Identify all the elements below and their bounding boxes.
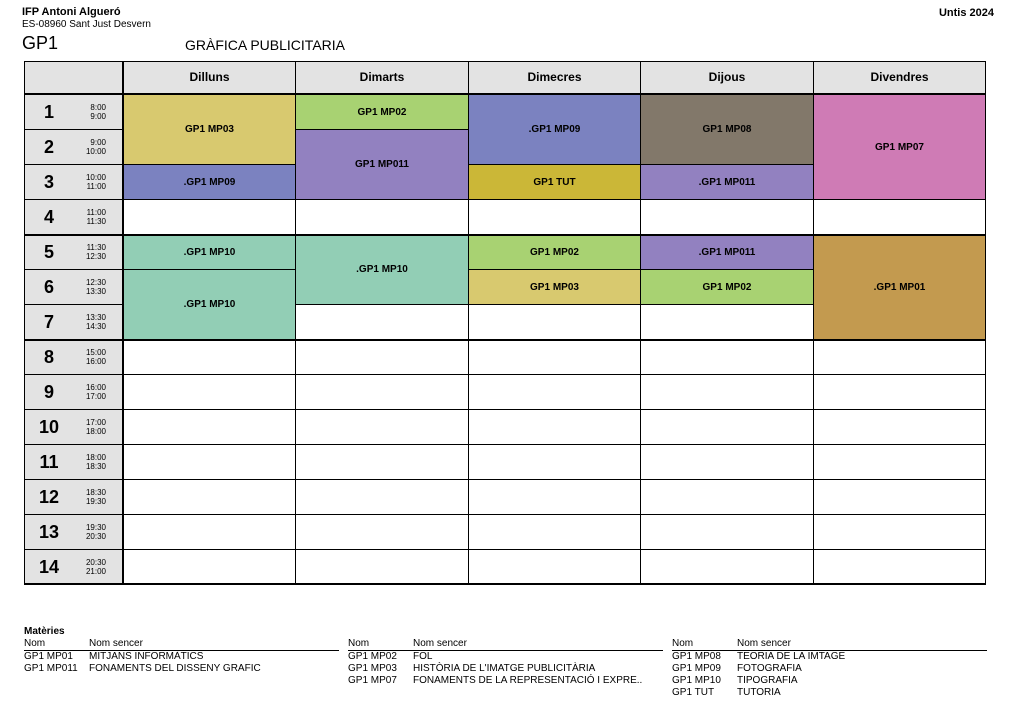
subject-name: TIPOGRAFIA xyxy=(737,675,798,686)
period-start: 8:00 xyxy=(90,103,106,112)
lesson-label: GP1 MP02 xyxy=(702,281,752,293)
day-header: Dimecres xyxy=(469,61,641,95)
subject-name: MITJANS INFORMÀTICS xyxy=(89,651,204,662)
subject-code: GP1 MP011 xyxy=(24,663,78,674)
legend-header xyxy=(672,638,987,651)
subject-name: FOTOGRAFIA xyxy=(737,663,802,674)
class-code: GP1 xyxy=(22,33,59,53)
period-number: 6 xyxy=(43,276,54,297)
legend-col-code: Nom xyxy=(24,638,46,649)
legend-col-code: Nom xyxy=(348,638,370,649)
period-start: 13:30 xyxy=(85,313,106,322)
legend-row xyxy=(24,651,339,663)
lesson-label: .GP1 MP10 xyxy=(183,299,236,310)
lesson-label: GP1 TUT xyxy=(533,176,576,188)
lesson-label: GP1 MP011 xyxy=(355,159,409,170)
lesson-label: .GP1 MP011 xyxy=(698,246,756,258)
school-name: IFP Antoni Algueró xyxy=(22,6,121,18)
period-number: 14 xyxy=(38,556,60,577)
legend-column xyxy=(24,638,339,675)
lesson-label: GP1 MP03 xyxy=(185,124,234,135)
school-address: ES-08960 Sant Just Desvern xyxy=(22,19,151,30)
period-number: 4 xyxy=(43,206,54,227)
subject-code: GP1 MP01 xyxy=(24,651,73,662)
lesson-label: GP1 MP08 xyxy=(702,124,752,135)
period-number: 3 xyxy=(43,171,54,192)
subject-code: GP1 MP02 xyxy=(348,651,397,662)
legend-row xyxy=(672,651,987,663)
lesson-label: GP1 MP07 xyxy=(875,141,924,153)
period-number: 12 xyxy=(38,486,60,507)
lesson-label: .GP1 MP01 xyxy=(873,281,926,293)
period-end: 21:00 xyxy=(85,567,106,576)
period-start: 20:30 xyxy=(85,558,106,567)
class-title: GRÀFICA PUBLICITARIA xyxy=(185,37,345,53)
period-start: 10:00 xyxy=(85,173,106,182)
period-end: 17:00 xyxy=(85,392,106,401)
lesson-label: .GP1 MP10 xyxy=(183,246,236,258)
period-number: 11 xyxy=(39,451,59,472)
period-end: 11:30 xyxy=(86,217,106,226)
period-end: 18:00 xyxy=(85,427,106,436)
subject-name: TEORIA DE LA IMTAGE xyxy=(737,651,846,662)
subject-code: GP1 MP09 xyxy=(672,663,721,674)
period-number: 10 xyxy=(38,416,60,437)
period-end: 12:30 xyxy=(85,252,106,261)
subject-name: FONAMENTS DE LA REPRESENTACIÓ I EXPRE.. xyxy=(413,675,643,686)
period-number: 8 xyxy=(43,346,54,367)
period-end: 13:30 xyxy=(85,287,106,296)
period-number: 13 xyxy=(38,521,60,542)
day-header: Divendres xyxy=(814,61,986,95)
lesson-label: .GP1 MP10 xyxy=(356,264,408,275)
legend-header xyxy=(348,638,663,651)
period-end: 16:00 xyxy=(85,357,106,366)
software-version: Untis 2024 xyxy=(938,7,994,19)
period-start: 9:00 xyxy=(90,138,106,147)
legend-row xyxy=(348,663,663,675)
legend-row xyxy=(348,651,663,663)
period-end: 11:00 xyxy=(86,182,106,191)
period-start: 15:00 xyxy=(85,348,106,357)
legend-row xyxy=(672,663,987,675)
period-start: 19:30 xyxy=(85,523,106,532)
subject-name: TUTORIA xyxy=(737,687,781,698)
legend-col-name: Nom sencer xyxy=(89,638,143,649)
period-start: 18:30 xyxy=(85,488,106,497)
lesson-label: .GP1 MP09 xyxy=(183,176,236,188)
period-start: 16:00 xyxy=(85,383,106,392)
period-start: 18:00 xyxy=(85,453,106,462)
subject-code: GP1 TUT xyxy=(672,687,715,698)
subject-code: GP1 MP07 xyxy=(348,675,397,686)
period-start: 12:30 xyxy=(85,278,106,287)
lesson-label: .GP1 MP011 xyxy=(698,176,756,188)
period-end: 14:30 xyxy=(85,322,106,331)
period-end: 20:30 xyxy=(85,532,106,541)
legend-row xyxy=(348,675,663,687)
legend-header xyxy=(24,638,339,651)
period-number: 5 xyxy=(43,241,54,262)
legend-column xyxy=(672,638,987,699)
period-number: 9 xyxy=(43,381,54,402)
legend-col-name: Nom sencer xyxy=(413,638,467,649)
period-start: 11:00 xyxy=(86,208,106,217)
period-number: 7 xyxy=(43,311,54,332)
period-start: 17:00 xyxy=(85,418,106,427)
period-number: 2 xyxy=(43,136,54,157)
period-end: 9:00 xyxy=(90,112,106,121)
subject-name: FONAMENTS DEL DISSENY GRAFIC xyxy=(89,663,261,674)
subject-name: HISTÒRIA DE L'IMATGE PUBLICITÀRIA xyxy=(413,663,596,674)
legend-column xyxy=(348,638,663,687)
lesson-label: GP1 MP02 xyxy=(357,106,407,118)
lesson-label: GP1 MP02 xyxy=(530,246,579,258)
legend-row xyxy=(24,663,339,675)
subject-code: GP1 MP03 xyxy=(348,663,397,674)
subject-name: FOL xyxy=(413,651,433,662)
period-end: 10:00 xyxy=(85,147,106,156)
legend-title: Matèries xyxy=(24,626,65,637)
period-start: 11:30 xyxy=(86,243,106,252)
grid-frame xyxy=(24,61,986,584)
period-end: 18:30 xyxy=(85,462,106,471)
day-header: Dilluns xyxy=(124,61,296,95)
subject-code: GP1 MP08 xyxy=(672,651,721,662)
lesson-label: GP1 MP03 xyxy=(530,281,579,293)
lesson-label: .GP1 MP09 xyxy=(528,124,581,135)
period-number: 1 xyxy=(43,101,54,122)
legend-col-code: Nom xyxy=(672,638,694,649)
day-header: Dijous xyxy=(641,61,814,95)
legend-row xyxy=(672,675,987,687)
legend-row xyxy=(672,687,987,699)
legend-col-name: Nom sencer xyxy=(737,638,791,649)
period-end: 19:30 xyxy=(85,497,106,506)
subject-code: GP1 MP10 xyxy=(672,675,721,686)
day-header: Dimarts xyxy=(296,61,469,95)
